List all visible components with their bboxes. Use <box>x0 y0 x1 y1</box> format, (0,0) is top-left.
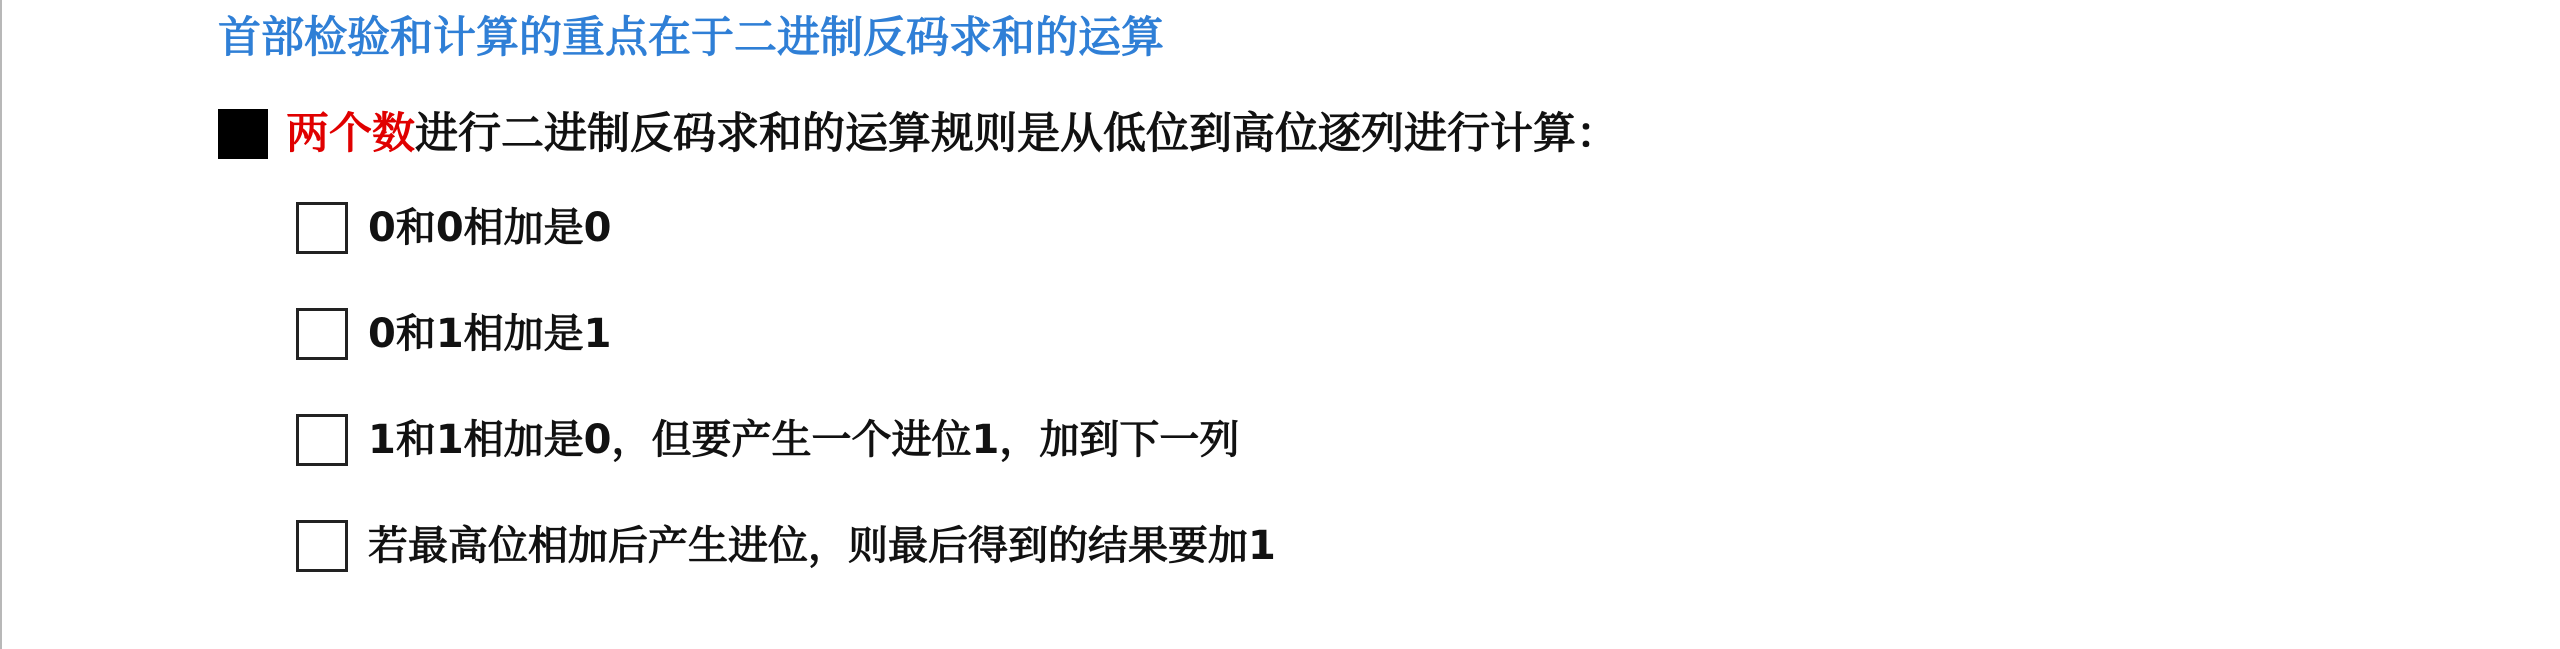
main-point-text <box>286 104 1619 164</box>
rule-text: 若最高位相加后产生进位，则最后得到的结果要加1 <box>368 523 1276 569</box>
rule-text: 1和1相加是0，但要产生一个进位1，加到下一列 <box>368 417 1240 463</box>
rule-item <box>296 516 1896 576</box>
left-border <box>0 0 2 649</box>
main-point <box>218 104 1619 164</box>
rule-item <box>296 304 1896 364</box>
checkbox-icon <box>296 202 348 254</box>
rule-list <box>296 198 1896 622</box>
main-point-body: 进行二进制反码求和的运算规则是从低位到高位逐列进行计算： <box>415 109 1619 159</box>
slide-title: 首部检验和计算的重点在于二进制反码求和的运算 <box>218 13 1164 63</box>
rule-item <box>296 410 1896 470</box>
rule-text: 0和0相加是0 <box>368 205 612 251</box>
checkbox-icon <box>296 308 348 360</box>
checkbox-icon <box>296 414 348 466</box>
checkbox-icon <box>296 520 348 572</box>
highlight-text: 两个数 <box>286 109 415 159</box>
rule-item <box>296 198 1896 258</box>
rule-text: 0和1相加是1 <box>368 311 612 357</box>
square-bullet-icon <box>218 109 268 159</box>
